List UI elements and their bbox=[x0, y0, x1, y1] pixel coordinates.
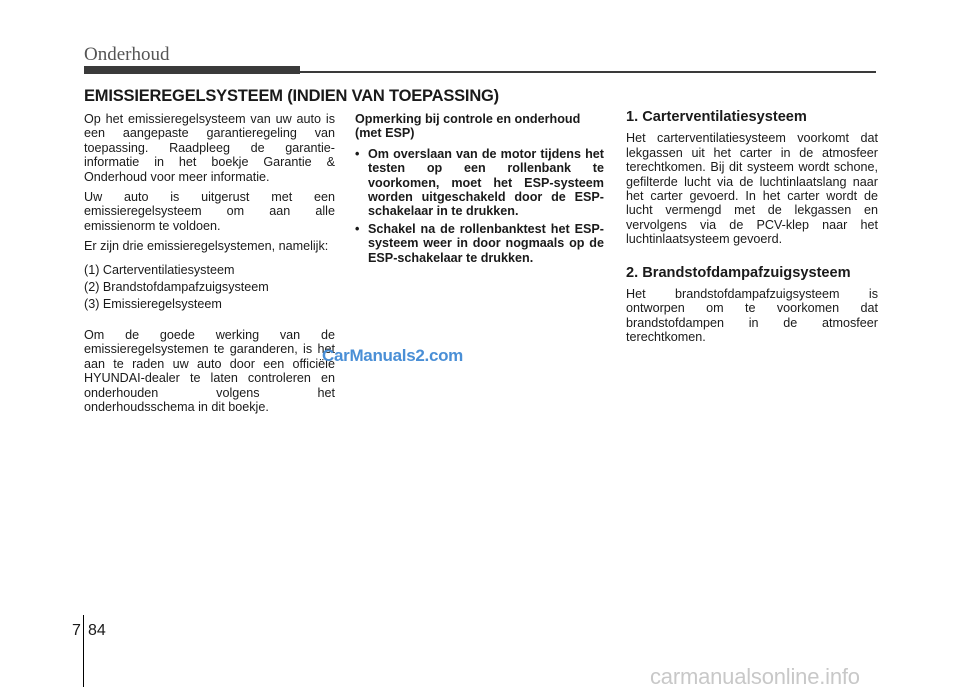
footer-divider bbox=[83, 615, 84, 687]
column-left bbox=[84, 112, 335, 420]
paragraph-evap: Het brandstofdampafzuigsysteem is ontworpen om te voorkomen dat brandstofdampen in de atmosfeer terechtkomen. bbox=[626, 287, 878, 345]
subheading-crankcase: 1. Carterventilatiesysteem bbox=[626, 109, 807, 125]
column-right bbox=[626, 110, 878, 351]
paragraph-dealer: Om de goede werking van de emissieregelsystemen te garanderen, is het aan te raden uw auto door een officiële HYUNDAI-dealer te laten controleren en onderhouden volgens het onderhoudsschema in dit boekje. bbox=[84, 327, 335, 414]
watermark-bottom: carmanualsonline.info bbox=[650, 664, 860, 689]
header-rule-thick bbox=[84, 66, 300, 74]
note-bullet-text: Om overslaan van de motor tijdens het testen op een rollenbank te voorkomen, moet het ESP-systeem worden uitgeschakeld door de ESP-schakelaar in te drukken. bbox=[368, 146, 604, 219]
page-number: 84 bbox=[88, 622, 106, 639]
subheading-evap: 2. Brandstofdampafzuigsysteem bbox=[626, 264, 851, 281]
bullet-icon: • bbox=[355, 221, 360, 236]
page-header-title: Onderhoud bbox=[84, 44, 170, 65]
note-bullet-item bbox=[355, 222, 604, 265]
note-bullet-item bbox=[355, 147, 604, 219]
chapter-number: 7 bbox=[72, 622, 81, 639]
list-item: (2) Brandstofdampafzuigsysteem bbox=[84, 280, 269, 295]
note-bullet-text: Schakel na de rollenbanktest het ESP-systeem weer in door nogmaals op de ESP-schakelaar te drukken. bbox=[368, 221, 604, 265]
paragraph-equipped: Uw auto is uitgerust met een emissieregelsysteem om aan alle emissienorm te voldoen. bbox=[84, 190, 335, 233]
note-title: Opmerking bij controle en onderhoud (met ESP) bbox=[355, 112, 581, 141]
list-item: (3) Emissieregelsysteem bbox=[84, 297, 222, 312]
column-middle bbox=[355, 112, 604, 268]
paragraph-three-systems: Er zijn drie emissieregelsystemen, namelijk: bbox=[84, 239, 329, 254]
section-title: EMISSIEREGELSYSTEEM (INDIEN VAN TOEPASSING) bbox=[84, 87, 499, 105]
note-bullet-list bbox=[355, 147, 604, 265]
bullet-icon: • bbox=[355, 146, 360, 161]
watermark-top: CarManuals2.com bbox=[322, 346, 463, 365]
paragraph-crankcase: Het carterventilatiesysteem voorkomt dat lekgassen uit het carter in de atmosfeer terechtkomen. Bij dit systeem wordt schone, gefilterde lucht via de luchtinlaatslang naar het carter gevoerd. In het carter wordt de lucht vermengd met de lekgassen en vervolgens via de PCV-klep naar het luchtinlaatsysteem gevoerd. bbox=[626, 131, 878, 247]
header-rule-thin bbox=[300, 71, 876, 73]
list-item: (1) Carterventilatiesysteem bbox=[84, 262, 235, 277]
paragraph-warranty: Op het emissieregelsysteem van uw auto is een aangepaste garantieregeling van toepassing. Raadpleeg de garantie-informatie in het boekje Garantie & Onderhoud voor meer informatie. bbox=[84, 112, 335, 184]
